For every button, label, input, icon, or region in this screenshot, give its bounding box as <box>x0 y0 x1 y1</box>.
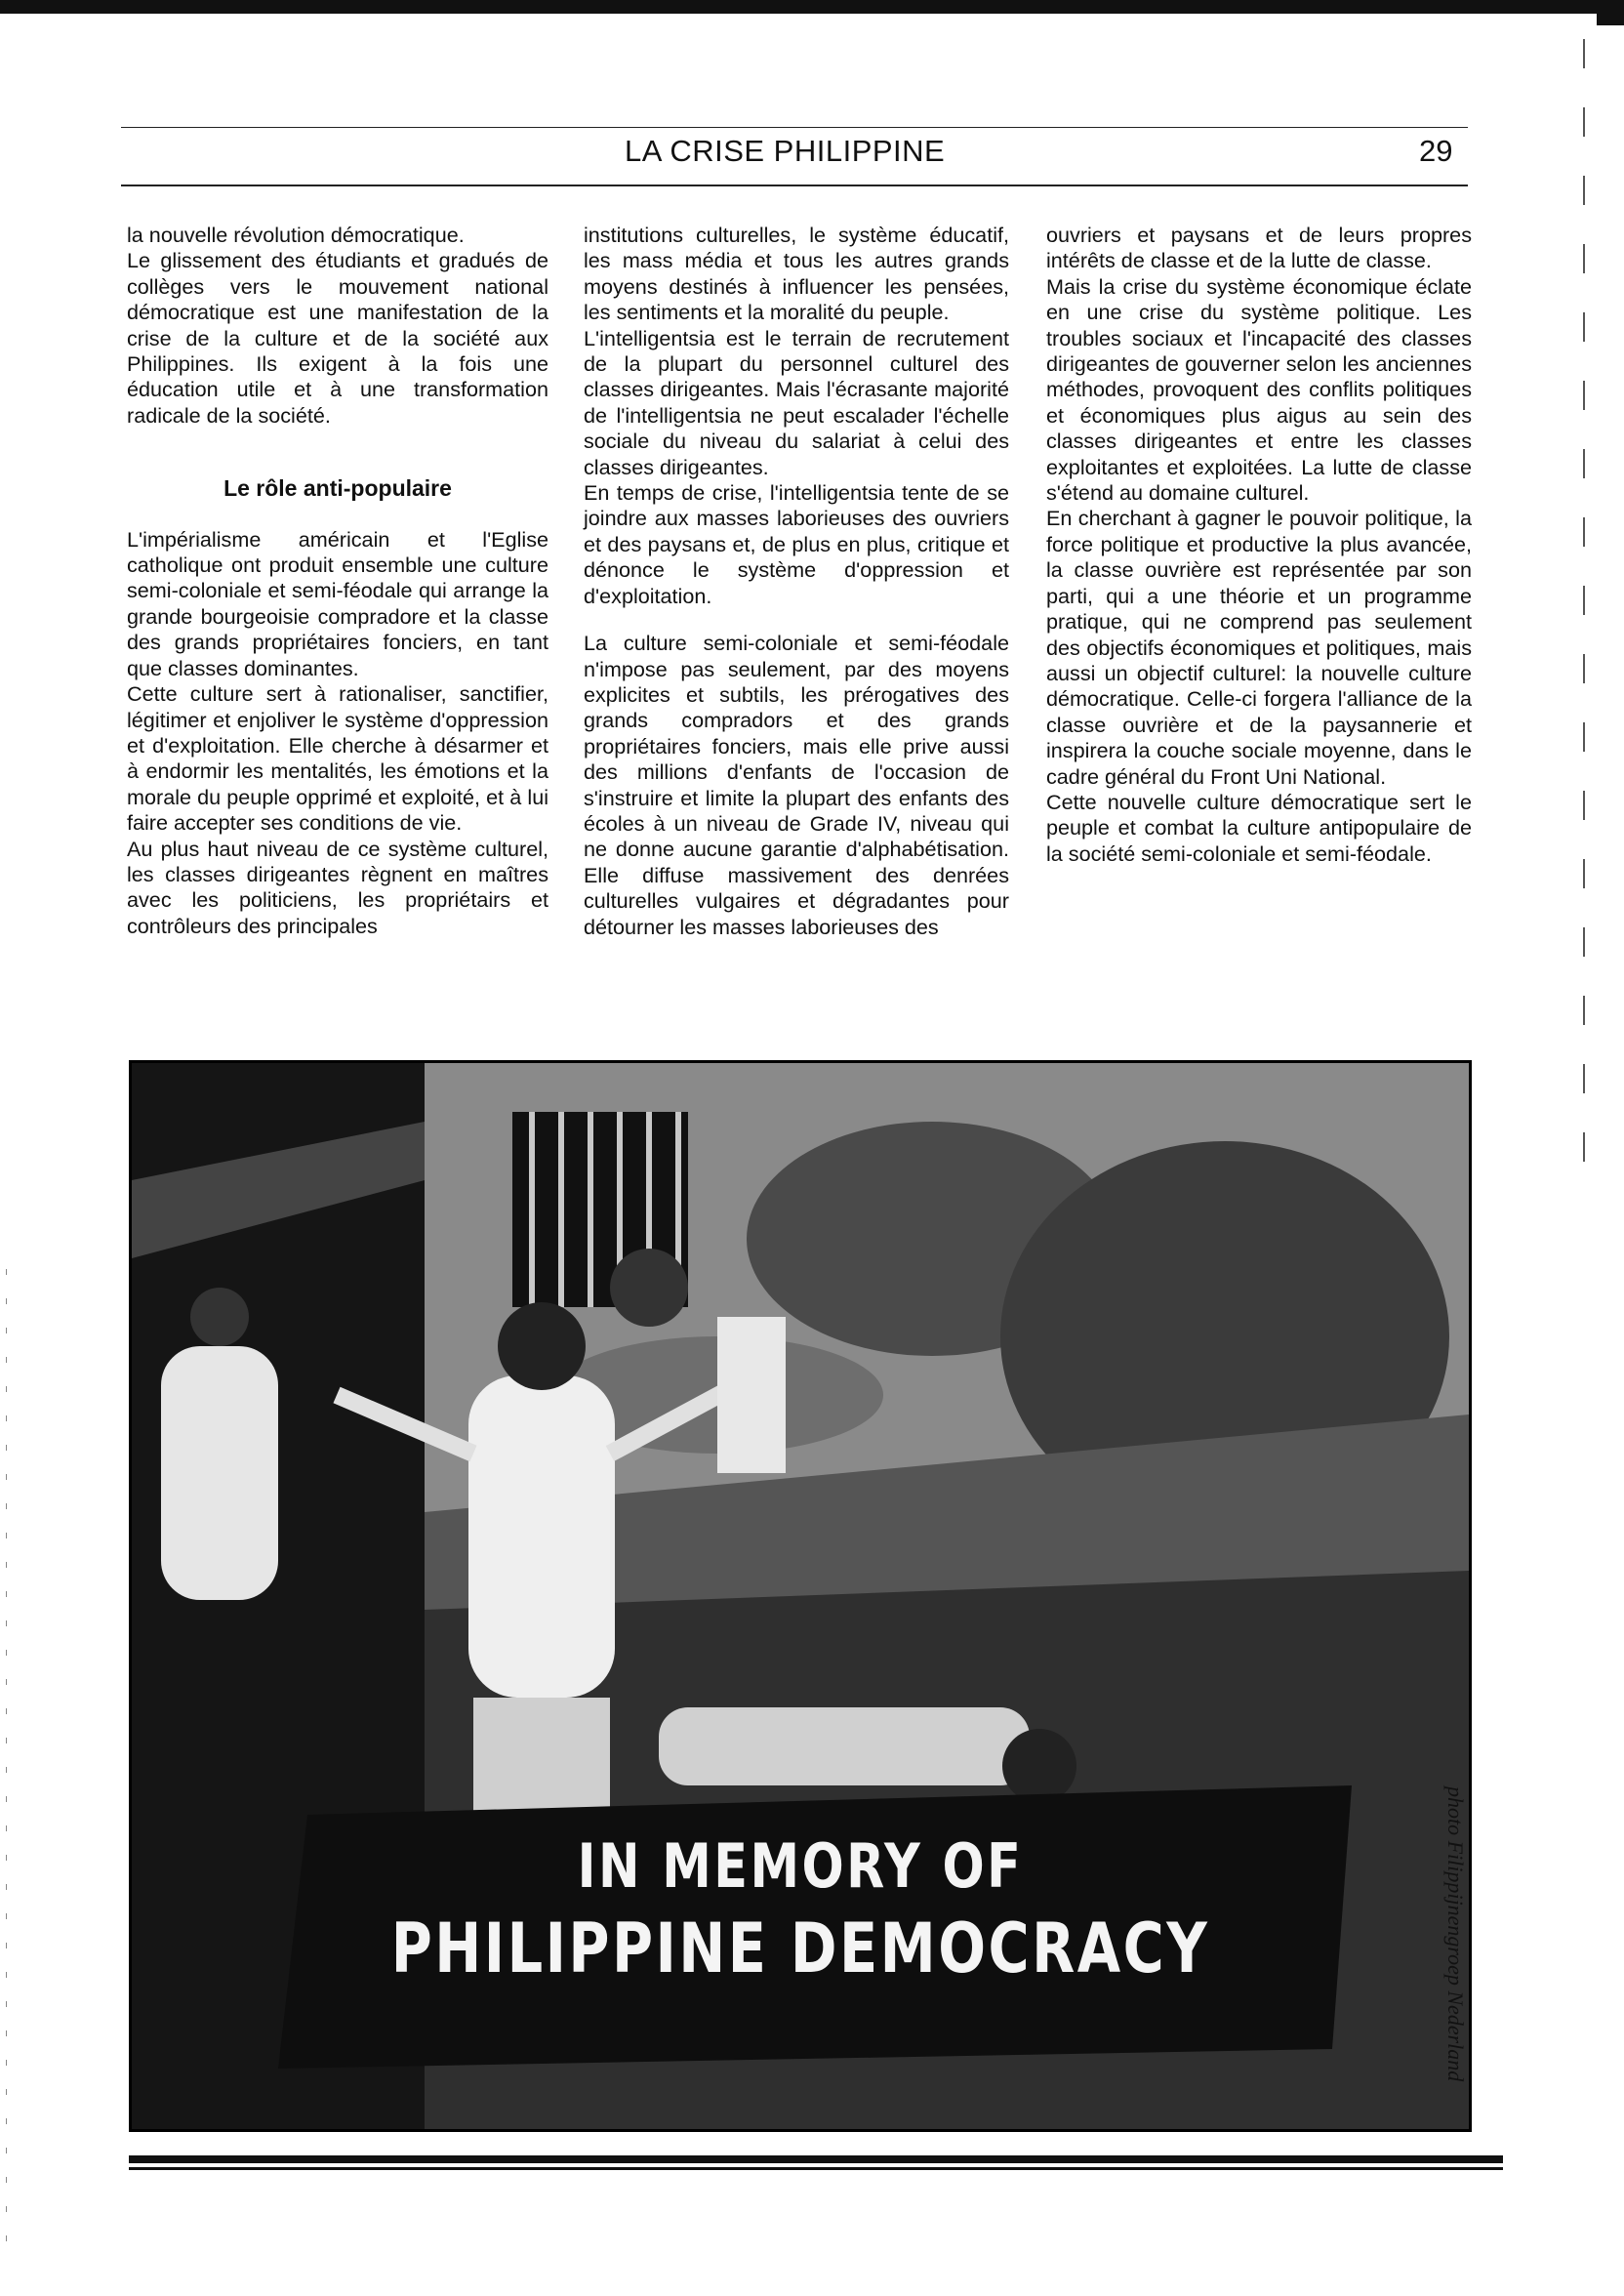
photo-credit: photo Filippijnengroep Nederland <box>1443 1786 1468 2082</box>
paragraph: L'intelligentsia est le terrain de recrutement de la plupart du personnel culturel des classes dirigeantes. Mais l'écrasante majorité de l'intelligentsia ne peut escalader l'échelle sociale du niveau du salariat à celui des classes dirigeantes. <box>584 325 1009 479</box>
section-heading: Le rôle anti-populaire <box>223 475 452 502</box>
paragraph: L'impérialisme américain et l'Eglise catholique ont produit ensemble une culture semi-coloniale et semi-féodale qui arrange la grande bourgeoisie compradore et la classe des grands propriétaires fonciers, en tant que classes dominantes. <box>127 526 548 680</box>
paragraph: Mais la crise du système économique éclate en une crise du système politique. Les troubles sociaux et l'incapacité des classes dirigeantes de gouverner selon les anciennes méthodes, provoquent des conflits politiques et économiques plus aigus au sein des classes dirigeantes et entre les classes exploitantes et exploitées. La lutte de classe s'étend au domaine culturel. <box>1046 273 1472 506</box>
banner-text-line1: IN MEMORY OF <box>577 1830 1024 1902</box>
paragraph: La culture semi-coloniale et semi-féodale n'impose pas seulement, par des moyens explicites et subtils, les prérogatives des grands compradors et des grands propriétaires fonciers, mais elle prive aussi des millions d'enfants de l'occasion de s'instruire et limite la plupart des enfants des écoles à un niveau de Grade IV, niveau qui ne donne aucune garantie d'alphabétisation. Elle diffuse massivement des denrées culturelles vulgaires et dégradantes pour détourner les masses laborieuses des <box>584 631 1009 939</box>
paragraph: Cette culture sert à rationaliser, sanctifier, légitimer et enjoliver le système d'oppression et d'exploitation. Elle cherche à désarmer et à endormir les mentalités, les émotions et la morale du peuple opprimé et exploité, et à lui faire accepter ses conditions de vie. <box>127 681 548 836</box>
footer-rule-thin <box>129 2167 1503 2170</box>
header-rule-top <box>121 127 1468 128</box>
scan-edge-marks-right <box>1583 39 1585 1191</box>
paragraph: la nouvelle révolution démocratique. <box>127 223 465 247</box>
running-title: LA CRISE PHILIPPINE <box>625 134 946 168</box>
header-rule-bottom <box>121 184 1468 186</box>
text-column-3 <box>1046 223 1472 867</box>
scan-edge-marks-left <box>6 1269 7 2245</box>
paragraph: Cette nouvelle culture démocratique sert le peuple et combat la culture antipopulaire de la société semi-coloniale et semi-féodale. <box>1046 789 1472 866</box>
page-number: 29 <box>1419 134 1453 168</box>
footer-rule-thick <box>129 2155 1503 2163</box>
paragraph: ouvriers et paysans et de leurs propres intérêts de classe et de la lutte de classe. <box>1046 223 1472 273</box>
text-column-2 <box>584 223 1009 940</box>
top-border-bar <box>0 0 1624 14</box>
banner-text-line2: PHILIPPINE DEMOCRACY <box>390 1908 1210 1988</box>
paragraph: Le glissement des étudiants et gradués de collèges vers le mouvement national démocratique est une manifestation de la crise de la culture et de la société aux Philippines. Ils exigent à la fois une éducation utile et à une transformation radicale de la société. <box>127 248 548 428</box>
paragraph: institutions culturelles, le système éducatif, les mass média et tous les autres grands moyens destinés à influencer les pensées, les sentiments et la moralité du peuple. <box>584 223 1009 325</box>
top-border-tick <box>1597 0 1624 25</box>
paragraph: En temps de crise, l'intelligentsia tente de se joindre aux masses laborieuses des ouvriers et des paysans et, de plus en plus, critique et dénonce le système d'oppression et d'exploitation. <box>584 480 1009 608</box>
text-column-1 <box>127 223 548 939</box>
paragraph: Au plus haut niveau de ce système culturel, les classes dirigeantes règnent en maîtres avec les politiciens, les propriétairs et contrôleurs des principales <box>127 836 548 938</box>
protest-photo <box>129 1060 1472 2132</box>
paragraph: En cherchant à gagner le pouvoir politique, la force politique et productive la plus avancée, la classe ouvrière est représentée par son parti, qui a une théorie et un programme pratique, qui ne comprend pas seulement des objectifs économiques et politiques, mais aussi un objectif culturel: la nouvelle culture démocratique. Celle-ci forgera l'alliance de la classe ouvrière et de la paysannerie et inspirera la couche sociale moyenne, dans le cadre général du Front Uni National. <box>1046 506 1472 789</box>
